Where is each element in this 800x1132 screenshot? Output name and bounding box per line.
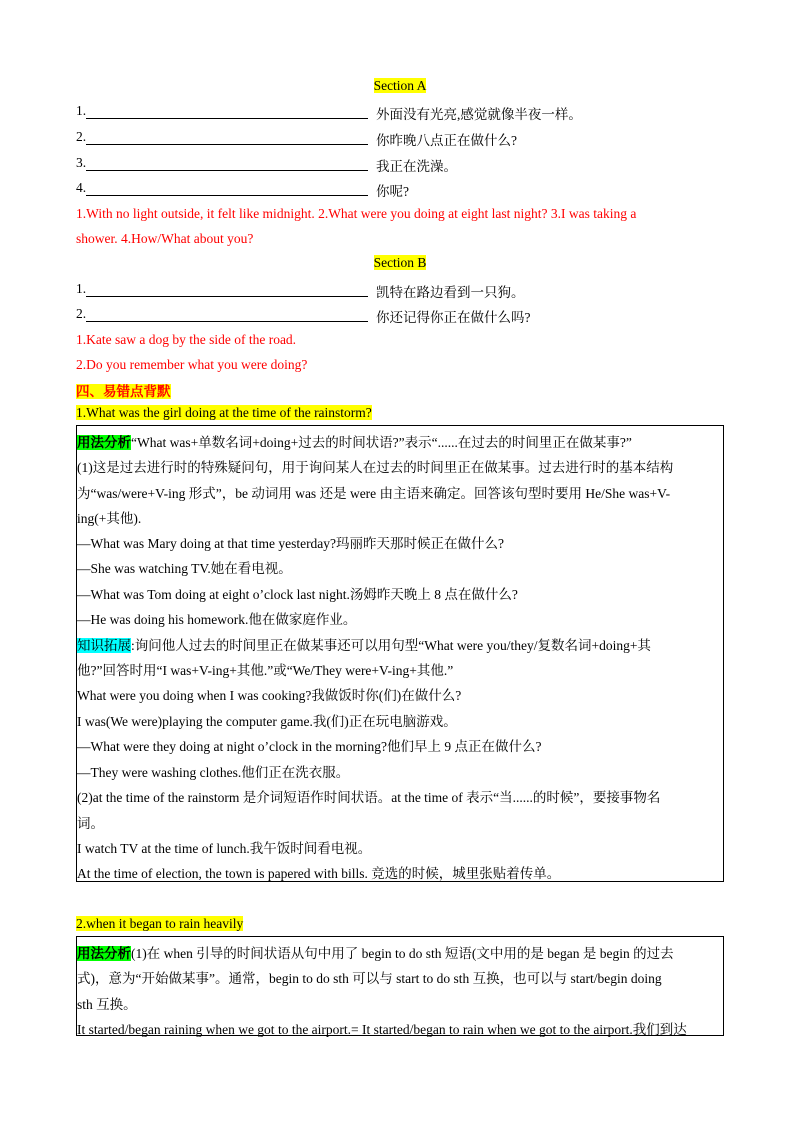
box2-line-4: It started/began raining when we got to the airport.= It started/began to rain when we got to the airport.我们到达	[77, 1022, 687, 1037]
box1-line-18: At the time of election, the town is papered with bills. 竞选的时候，城里张贴着传单。	[77, 866, 561, 881]
item-chinese: 你还记得你正在做什么吗?	[376, 310, 531, 325]
point1-title	[76, 405, 372, 421]
usage-analysis-tag: 用法分析	[77, 435, 131, 450]
box1-line-4: ing(+其他).	[77, 511, 142, 526]
box1-line-17: I watch TV at the time of lunch.我午饭时间看电视。	[77, 841, 372, 856]
item-number: 2.	[76, 129, 87, 144]
item-number: 2.	[76, 306, 87, 321]
box1-line-6: —She was watching TV.她在看电视。	[77, 561, 292, 576]
knowledge-extension-tag: 知识拓展	[77, 638, 131, 653]
box1-line-9-text: :询问他人过去的时间里正在做某事还可以用句型“What were you/they/复数名词+doing+其	[131, 638, 651, 653]
box1-line-1-text: “What was+单数名词+doing+过去的时间状语?”表示“......在过去的时间里正在做某事?”	[131, 435, 632, 450]
box1-line-5: —What was Mary doing at that time yesterday?玛丽昨天那时候正在做什么?	[77, 536, 505, 551]
box1-line-8: —He was doing his homework.他在做家庭作业。	[77, 612, 357, 627]
item-chinese: 凯特在路边看到一只狗。	[376, 285, 525, 300]
item-chinese: 你昨晚八点正在做什么?	[376, 133, 517, 148]
point1-title-text: 1.What was the girl doing at the time of the rainstorm?	[76, 405, 372, 420]
box1-line-14: —They were washing clothes.他们正在洗衣服。	[77, 765, 350, 780]
section-b-answers-line-2: 2.Do you remember what you were doing?	[76, 357, 308, 372]
box1-line-12: I was(We were)playing the computer game.我(们)正在玩电脑游戏。	[77, 714, 457, 729]
item-number: 1.	[76, 281, 87, 296]
answer-blank[interactable]	[86, 296, 368, 297]
box1-line-10: 他?”回答时用“I was+V-ing+其他.”或“We/They were+V-ing+其他.”	[77, 663, 454, 678]
part4-heading-text: 四、易错点背默	[76, 384, 171, 399]
answer-blank[interactable]	[86, 118, 368, 119]
box1-line-16: 词。	[77, 816, 104, 831]
box2-line-3: sth 互换。	[77, 997, 137, 1012]
point2-explanation-box	[76, 936, 724, 1036]
item-chinese: 外面没有光亮,感觉就像半夜一样。	[376, 107, 582, 122]
point2-title-text: 2.when it began to rain heavily	[76, 916, 244, 931]
box1-line-13: —What were they doing at night o’clock in the morning?他们早上 9 点正在做什么?	[77, 739, 542, 754]
point2-title	[76, 916, 243, 932]
box1-line-9	[77, 634, 651, 654]
box2-line-1-text: (1)在 when 引导的时间状语从句中用了 begin to do sth 短语(文中用的是 began 是 begin 的过去	[131, 946, 674, 961]
answer-blank[interactable]	[86, 144, 368, 145]
box1-line-11: What were you doing when I was cooking?我做饭时你(们)在做什么?	[77, 688, 462, 703]
box1-line-2: (1)这是过去进行时的特殊疑问句，用于询问某人在过去的时间里正在做某事。过去进行时的基本结构	[77, 460, 674, 475]
usage-analysis-tag: 用法分析	[77, 946, 131, 961]
box2-line-2: 式)，意为“开始做某事”。通常，begin to do sth 可以与 start to do sth 互换，也可以与 start/begin doing	[77, 971, 662, 986]
item-chinese: 我正在洗澡。	[376, 159, 457, 174]
section-a-title: Section A	[373, 78, 427, 93]
section-a-heading	[0, 78, 800, 94]
item-chinese: 你呢?	[376, 184, 409, 199]
box1-line-3: 为“was/were+V-ing 形式”，be 动词用 was 还是 were 由主语来确定。回答该句型时要用 He/She was+V-	[77, 486, 671, 501]
item-number: 1.	[76, 103, 87, 118]
box1-line-15: (2)at the time of the rainstorm 是介词短语作时间状语。at the time of 表示“当......的时候”，要接事物名	[77, 790, 661, 805]
section-b-title: Section B	[373, 255, 427, 270]
item-number: 4.	[76, 180, 87, 195]
box1-line-1	[77, 431, 632, 451]
section-a-answers-line-1: 1.With no light outside, it felt like midnight. 2.What were you doing at eight last night? 3.I was taking a	[76, 206, 637, 221]
section-a-answers-line-2: shower. 4.How/What about you?	[76, 231, 254, 246]
part4-heading	[76, 380, 171, 400]
box2-line-1	[77, 942, 674, 962]
section-b-answers-line-1: 1.Kate saw a dog by the side of the road.	[76, 332, 297, 347]
answer-blank[interactable]	[86, 321, 368, 322]
answer-blank[interactable]	[86, 170, 368, 171]
answer-blank[interactable]	[86, 195, 368, 196]
item-number: 3.	[76, 155, 87, 170]
section-b-heading	[0, 255, 800, 271]
point1-explanation-box	[76, 425, 724, 882]
box1-line-7: —What was Tom doing at eight o’clock last night.汤姆昨天晚上 8 点在做什么?	[77, 587, 518, 602]
